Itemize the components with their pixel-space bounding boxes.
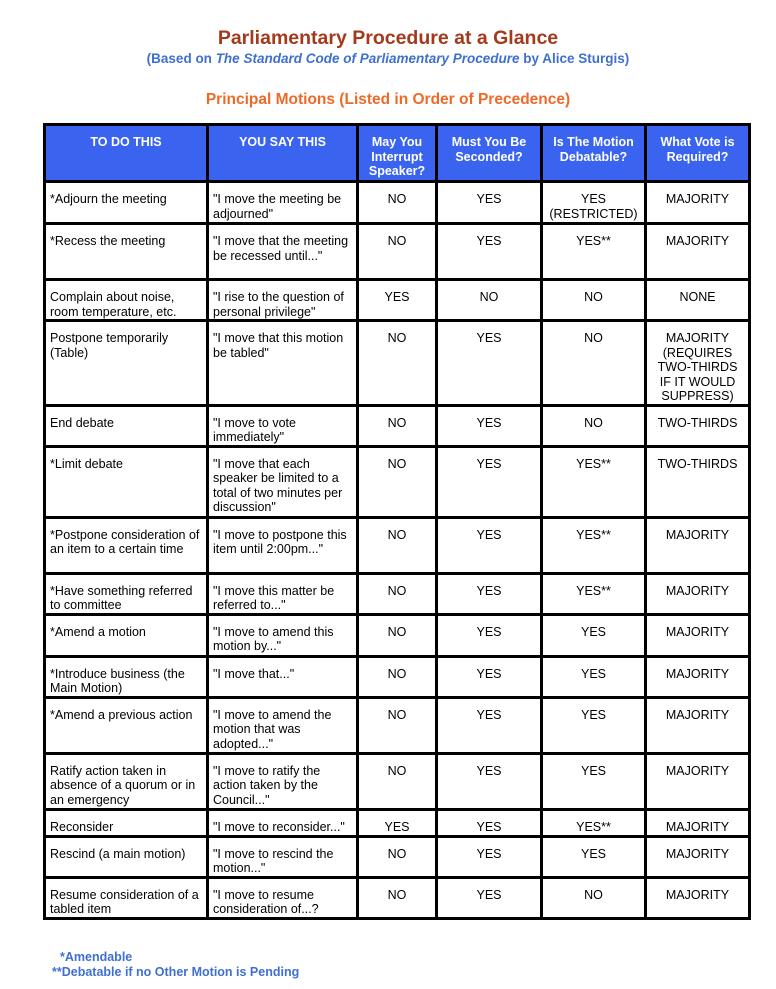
cell-vote: MAJORITY [646, 753, 750, 809]
cell-you-say: "I move to ratify the action taken by the Council..." [208, 753, 358, 809]
cell-to-do: *Limit debate [45, 446, 208, 517]
cell-vote: MAJORITY [646, 614, 750, 656]
cell-vote: MAJORITY (REQUIRES TWO-THIRDS IF IT WOULD SUPPRESS) [646, 321, 750, 406]
cell-you-say: "I move to rescind the motion..." [208, 836, 358, 877]
table-header-row [45, 125, 750, 182]
table-row [45, 405, 750, 446]
cell-vote: MAJORITY [646, 697, 750, 753]
column-header-vote: What Vote is Required? [646, 125, 750, 182]
table-body [45, 182, 750, 919]
cell-to-do: *Adjourn the meeting [45, 182, 208, 224]
cell-interrupt: NO [358, 405, 437, 446]
cell-debatable: YES** [542, 224, 646, 280]
cell-vote: TWO-THIRDS [646, 405, 750, 446]
cell-interrupt: YES [358, 809, 437, 836]
cell-seconded: YES [437, 321, 542, 406]
table-row [45, 224, 750, 280]
cell-to-do: *Introduce business (the Main Motion) [45, 656, 208, 697]
cell-seconded: NO [437, 280, 542, 321]
table-row [45, 656, 750, 697]
table-row [45, 446, 750, 517]
table-row [45, 517, 750, 573]
table-row [45, 809, 750, 836]
page-subtitle [0, 51, 776, 66]
cell-to-do: Ratify action taken in absence of a quorum or in an emergency [45, 753, 208, 809]
motions-table [43, 123, 751, 920]
cell-to-do: *Postpone consideration of an item to a certain time [45, 517, 208, 573]
cell-you-say: "I move to vote immediately" [208, 405, 358, 446]
cell-interrupt: NO [358, 517, 437, 573]
cell-vote: MAJORITY [646, 809, 750, 836]
table-row [45, 182, 750, 224]
cell-interrupt: YES [358, 280, 437, 321]
cell-debatable: YES** [542, 573, 646, 614]
section-heading: Principal Motions (Listed in Order of Precedence) [205, 91, 571, 108]
cell-vote: MAJORITY [646, 182, 750, 224]
cell-you-say: "I move to postpone this item until 2:00pm..." [208, 517, 358, 573]
cell-interrupt: NO [358, 656, 437, 697]
cell-interrupt: NO [358, 321, 437, 406]
cell-to-do: Resume consideration of a tabled item [45, 877, 208, 918]
cell-vote: MAJORITY [646, 224, 750, 280]
cell-debatable: NO [542, 405, 646, 446]
cell-vote: TWO-THIRDS [646, 446, 750, 517]
cell-you-say: "I move that..." [208, 656, 358, 697]
cell-debatable: YES [542, 656, 646, 697]
table-row [45, 836, 750, 877]
cell-seconded: YES [437, 809, 542, 836]
cell-debatable: YES** [542, 809, 646, 836]
cell-seconded: YES [437, 573, 542, 614]
cell-you-say: "I move this matter be referred to..." [208, 573, 358, 614]
column-header-debatable: Is The Motion Debatable? [542, 125, 646, 182]
cell-vote: MAJORITY [646, 573, 750, 614]
cell-you-say: "I move to amend the motion that was adopted..." [208, 697, 358, 753]
cell-debatable: NO [542, 877, 646, 918]
page-title: Parliamentary Procedure at a Glance [217, 27, 559, 49]
cell-debatable: YES [542, 836, 646, 877]
cell-debatable: NO [542, 280, 646, 321]
cell-seconded: YES [437, 182, 542, 224]
cell-to-do: Complain about noise, room temperature, etc. [45, 280, 208, 321]
cell-you-say: "I move that the meeting be recessed until..." [208, 224, 358, 280]
cell-seconded: YES [437, 877, 542, 918]
cell-seconded: YES [437, 517, 542, 573]
cell-vote: MAJORITY [646, 877, 750, 918]
table-row [45, 614, 750, 656]
cell-seconded: YES [437, 753, 542, 809]
cell-to-do: Rescind (a main motion) [45, 836, 208, 877]
cell-to-do: End debate [45, 405, 208, 446]
cell-seconded: YES [437, 656, 542, 697]
cell-debatable: YES [542, 697, 646, 753]
cell-interrupt: NO [358, 224, 437, 280]
cell-you-say: "I move that each speaker be limited to a total of two minutes per discussion" [208, 446, 358, 517]
cell-vote: MAJORITY [646, 656, 750, 697]
cell-to-do: *Have something referred to committee [45, 573, 208, 614]
cell-to-do: *Recess the meeting [45, 224, 208, 280]
cell-you-say: "I move to reconsider..." [208, 809, 358, 836]
cell-vote: NONE [646, 280, 750, 321]
subtitle-prefix: (Based on [146, 51, 216, 66]
cell-debatable: YES [542, 753, 646, 809]
cell-interrupt: NO [358, 614, 437, 656]
cell-interrupt: NO [358, 836, 437, 877]
cell-to-do: Reconsider [45, 809, 208, 836]
cell-debatable: YES [542, 614, 646, 656]
column-header-to-do: TO DO THIS [45, 125, 208, 182]
cell-debatable: YES** [542, 517, 646, 573]
cell-to-do: *Amend a previous action [45, 697, 208, 753]
cell-you-say: "I move that this motion be tabled" [208, 321, 358, 406]
table-row [45, 280, 750, 321]
cell-vote: MAJORITY [646, 517, 750, 573]
column-header-you-say: YOU SAY THIS [208, 125, 358, 182]
cell-interrupt: NO [358, 877, 437, 918]
subtitle-book-title: The Standard Code of Parliamentary Procedure [215, 51, 520, 66]
cell-seconded: YES [437, 614, 542, 656]
table-row [45, 753, 750, 809]
footnote-debatable: **Debatable if no Other Motion is Pending [52, 965, 300, 979]
cell-seconded: YES [437, 446, 542, 517]
footnote-amendable: *Amendable [60, 950, 133, 964]
column-header-seconded: Must You Be Seconded? [437, 125, 542, 182]
table-row [45, 877, 750, 918]
footnotes [52, 950, 299, 980]
table-row [45, 697, 750, 753]
table-row [45, 321, 750, 406]
cell-seconded: YES [437, 697, 542, 753]
cell-vote: MAJORITY [646, 836, 750, 877]
cell-to-do: Postpone temporarily (Table) [45, 321, 208, 406]
cell-debatable: YES** [542, 446, 646, 517]
cell-you-say: "I move to amend this motion by..." [208, 614, 358, 656]
cell-debatable: NO [542, 321, 646, 406]
cell-interrupt: NO [358, 573, 437, 614]
cell-interrupt: NO [358, 446, 437, 517]
cell-interrupt: NO [358, 697, 437, 753]
cell-to-do: *Amend a motion [45, 614, 208, 656]
subtitle-suffix: by Alice Sturgis) [519, 51, 630, 66]
table-row [45, 573, 750, 614]
cell-interrupt: NO [358, 182, 437, 224]
cell-seconded: YES [437, 836, 542, 877]
cell-seconded: YES [437, 405, 542, 446]
cell-interrupt: NO [358, 753, 437, 809]
cell-you-say: "I move the meeting be adjourned" [208, 182, 358, 224]
cell-you-say: "I rise to the question of personal privilege" [208, 280, 358, 321]
cell-you-say: "I move to resume consideration of...? [208, 877, 358, 918]
column-header-interrupt: May You Interrupt Speaker? [358, 125, 437, 182]
cell-seconded: YES [437, 224, 542, 280]
cell-debatable: YES (RESTRICTED) [542, 182, 646, 224]
